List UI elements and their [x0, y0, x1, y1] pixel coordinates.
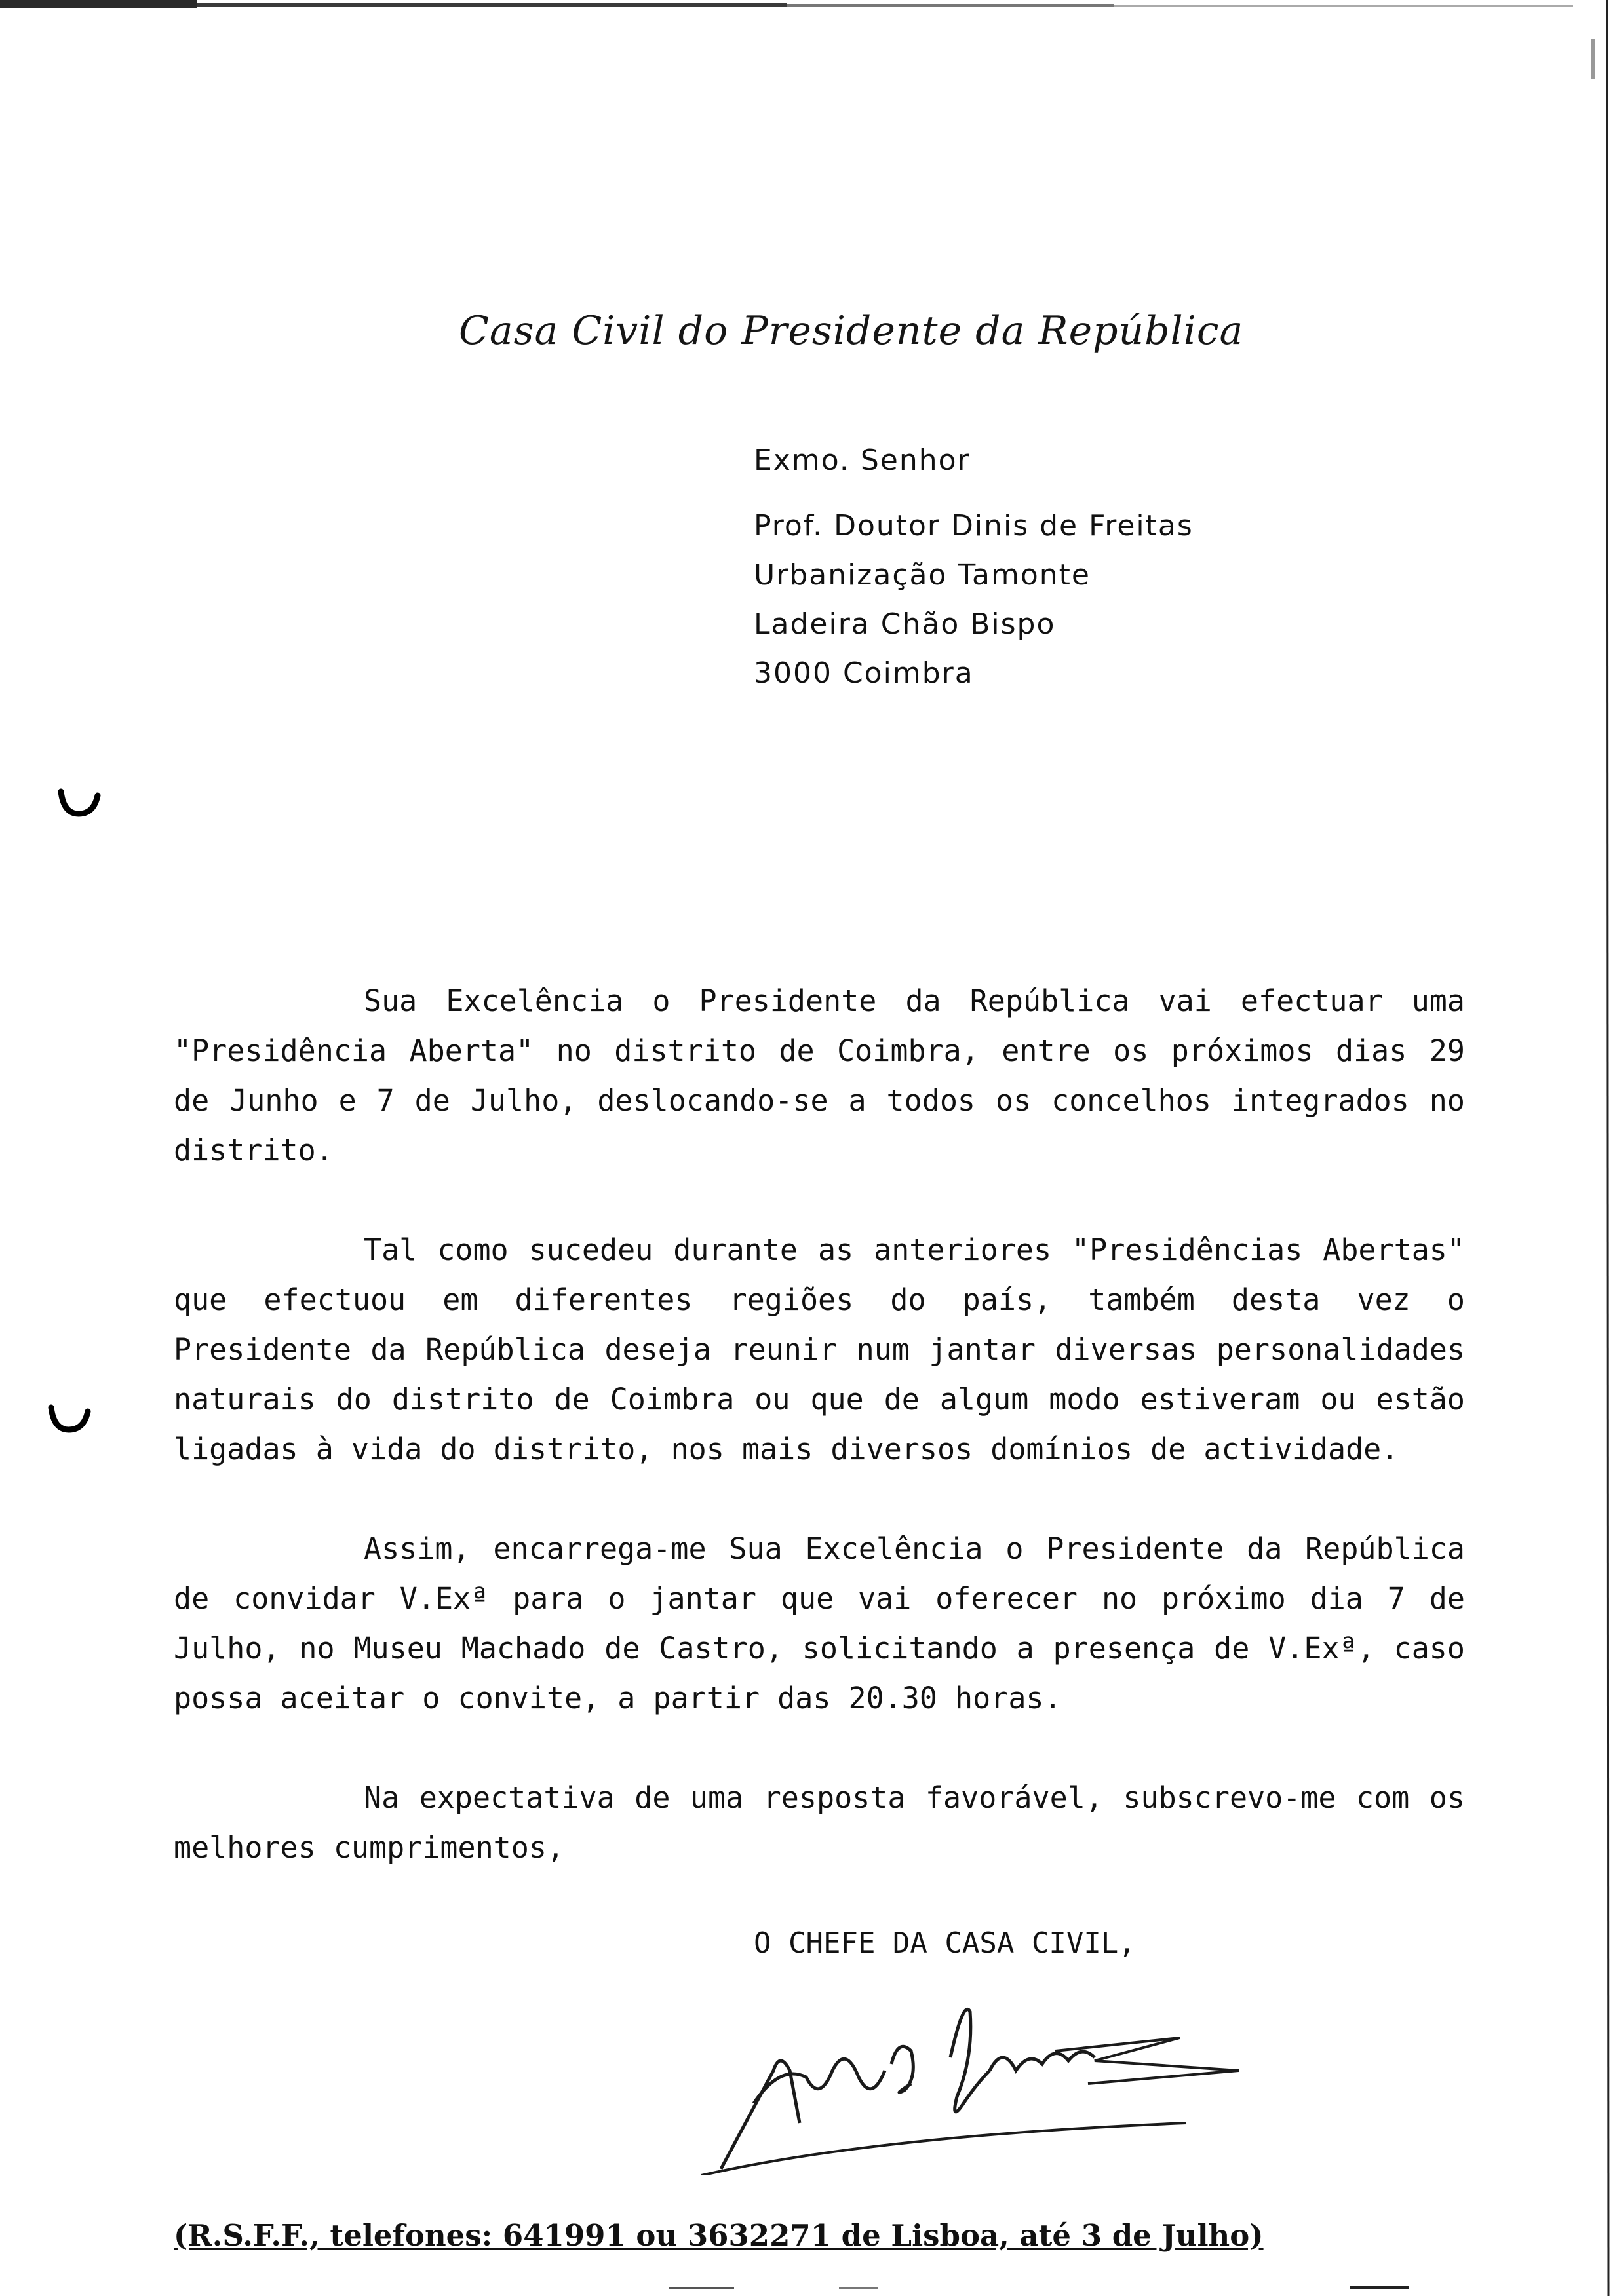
recipient-name: Prof. Doutor Dinis de Freitas	[754, 509, 1194, 543]
address-line: Ladeira Chão Bispo	[754, 607, 1056, 641]
letterhead: Casa Civil do Presidente da República	[459, 308, 1244, 354]
punch-hole-mark	[46, 1402, 92, 1435]
scan-edge-right	[1589, 0, 1615, 2296]
rsvp-note: (R.S.F.F., telefones: 641991 ou 3632271 de Lisboa, até 3 de Julho)	[174, 2218, 1264, 2253]
scan-edge-bottom	[0, 2274, 1615, 2296]
body-paragraph: Na expectativa de uma resposta favorável, subscrevo-me com os melhores cumprimentos,	[174, 1780, 1465, 1865]
body-paragraph: Sua Excelência o Presidente da República vai efectuar uma "Presidência Aberta" no distrito de Coimbra, entre os próximos dias 29 de Junho e 7 de Julho, deslocando-se a todos os concelhos integrados no distrito.	[174, 984, 1465, 1168]
salutation: Exmo. Senhor	[754, 444, 971, 477]
closing-title: O CHEFE DA CASA CIVIL,	[754, 1926, 1136, 1960]
body-paragraph: Assim, encarrega-me Sua Excelência o Presidente da República de convidar V.Exª para o jantar que vai oferecer no próximo dia 7 de Julho, no Museu Machado de Castro, solicitando a presença de V.Exª, caso possa aceitar o convite, a partir das 20.30 horas.	[174, 1531, 1465, 1715]
handwritten-signature	[675, 1972, 1265, 2175]
punch-hole-mark	[56, 786, 102, 819]
address-line: Urbanização Tamonte	[754, 558, 1091, 592]
recipient-address	[754, 436, 1344, 698]
body-paragraph: Tal como sucedeu durante as anteriores "Presidências Abertas" que efectuou em diferentes regiões do país, também desta vez o Presidente da República deseja reunir num jantar diversas personalidades naturais do distrito de Coimbra ou que de algum modo estiveram ou estão ligadas à vida do distrito, nos mais diversos domínios de actividade.	[174, 1233, 1465, 1466]
address-line: 3000 Coimbra	[754, 657, 974, 690]
scan-edge-top	[0, 0, 1615, 20]
letter-body	[174, 976, 1465, 1873]
